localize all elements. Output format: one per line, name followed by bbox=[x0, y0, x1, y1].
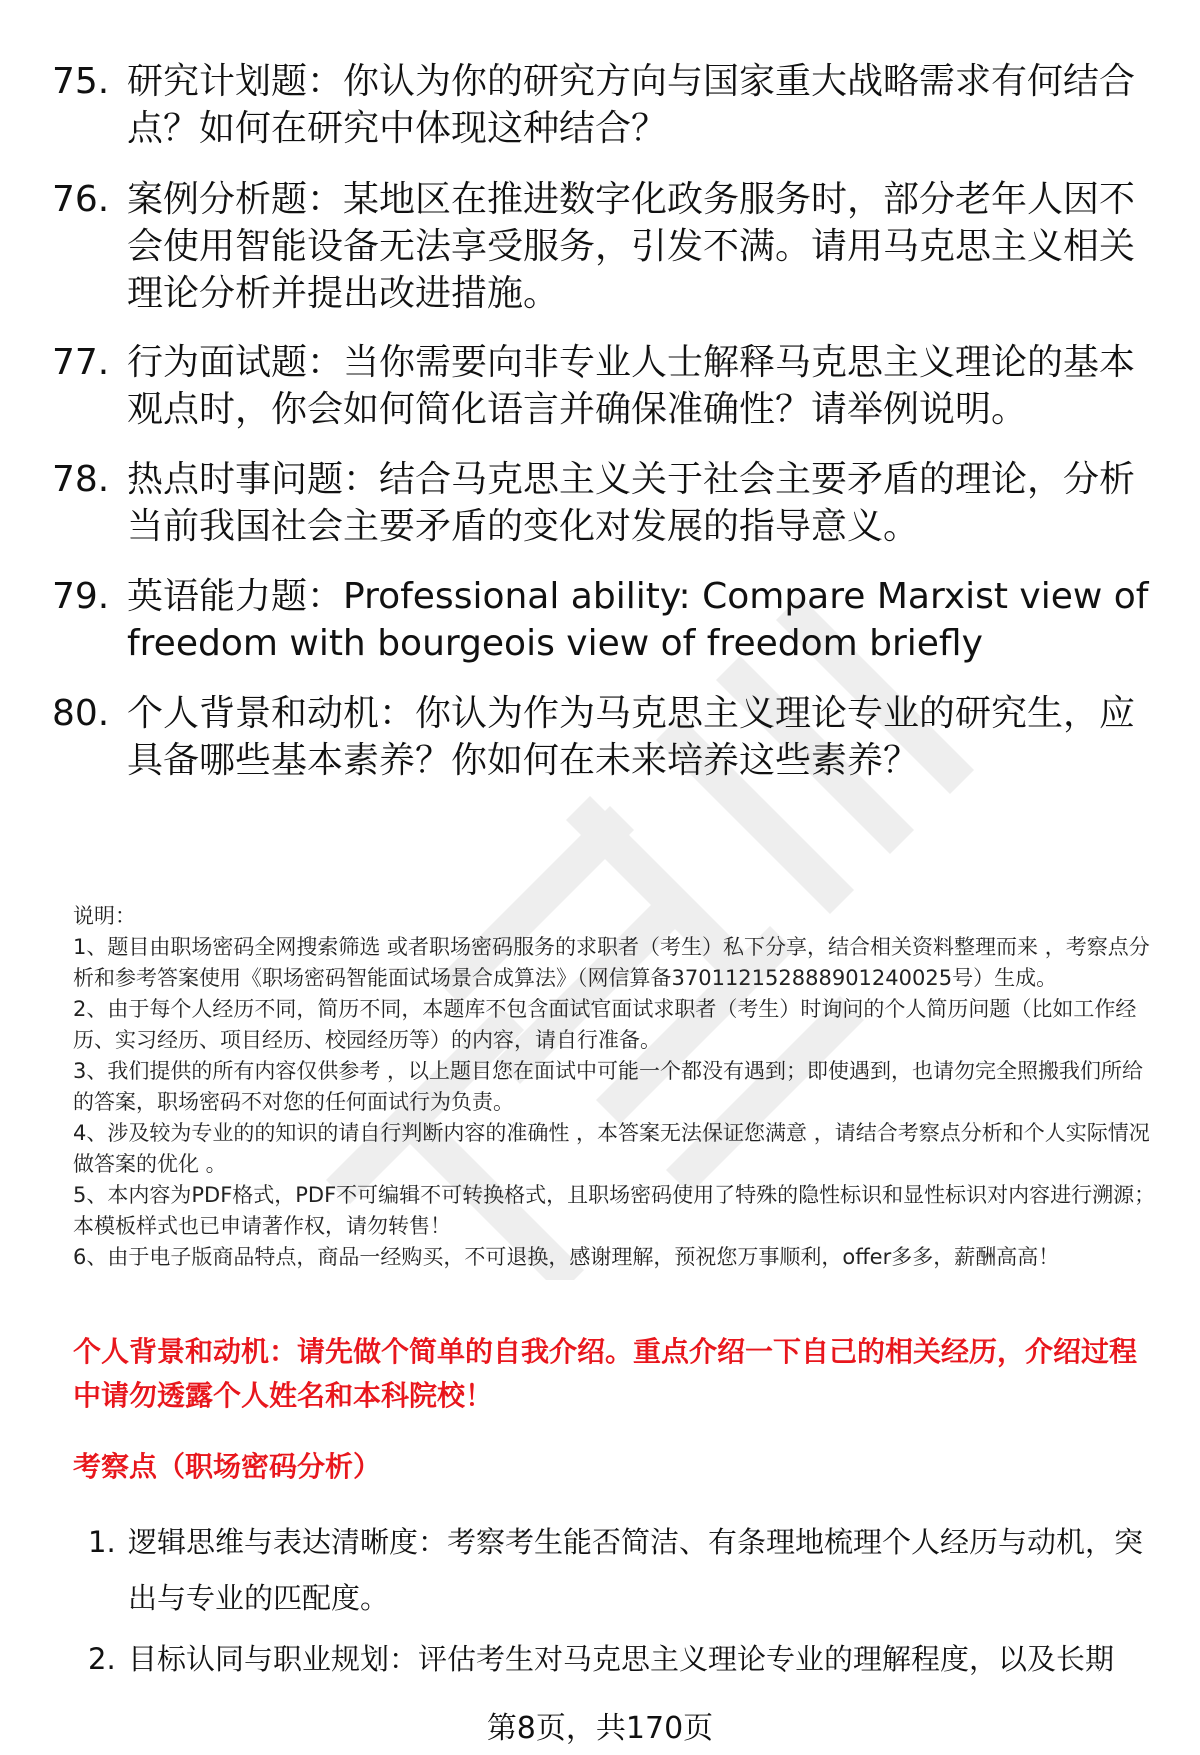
question-number: 75. bbox=[52, 61, 110, 102]
analysis-point bbox=[88, 1514, 1168, 1626]
question-76 bbox=[52, 176, 1152, 317]
question-text: 热点时事问题：结合马克思主义关于社会主要矛盾的理论，分析当前我国社会主要矛盾的变化对发展的指导意义。 bbox=[127, 459, 1136, 547]
note-item: 1、题目由职场密码全网搜索筛选 或者职场密码服务的求职者（考生）私下分享，结合相关资料整理而来 ，考察点分析和参考答案使用《职场密码智能面试场景合成算法》（网信算备370112152888901240025号）生成。 bbox=[73, 935, 1150, 990]
note-item: 4、涉及较为专业的的知识的请自行判断内容的准确性 ，本答案无法保证您满意 ，请结合考察点分析和个人实际情况做答案的优化 。 bbox=[73, 1121, 1150, 1176]
page-footer: 第8页，共170页 bbox=[486, 1711, 714, 1746]
question-text: 案例分析题：某地区在推进数字化政务服务时，部分老年人因不会使用智能设备无法享受服务，引发不满。请用马克思主义相关理论分析并提出改进措施。 bbox=[127, 179, 1136, 314]
note-item: 5、本内容为PDF格式，PDF不可编辑不可转换格式，且职场密码使用了特殊的隐性标识和显性标识对内容进行溯源；本模板样式也已申请著作权，请勿转售！ bbox=[73, 1183, 1156, 1238]
question-77 bbox=[52, 339, 1152, 433]
analysis-point-text: 目标认同与职业规划：评估考生对马克思主义理论专业的理解程度，以及长期 bbox=[128, 1642, 1115, 1676]
question-79 bbox=[52, 573, 1152, 667]
question-number: 76. bbox=[52, 179, 110, 220]
question-number: 77. bbox=[52, 342, 110, 383]
question-75 bbox=[52, 58, 1152, 152]
question-text: 行为面试题：当你需要向非专业人士解释马克思主义理论的基本观点时，你会如何简化语言并确保准确性？请举例说明。 bbox=[127, 342, 1136, 430]
note-item: 2、由于每个人经历不同，简历不同，本题库不包含面试官面试求职者（考生）时询问的个人简历问题（比如工作经历、实习经历、项目经历、校园经历等）的内容，请自行准备。 bbox=[73, 997, 1137, 1052]
question-number: 79. bbox=[52, 576, 110, 617]
analysis-point bbox=[88, 1631, 1168, 1687]
notes-section bbox=[73, 901, 1163, 1273]
question-78 bbox=[52, 456, 1152, 550]
question-text: 研究计划题：你认为你的研究方向与国家重大战略需求有何结合点？如何在研究中体现这种结合？ bbox=[127, 61, 1136, 149]
analysis-point-number: 2. bbox=[88, 1642, 116, 1676]
question-80 bbox=[52, 690, 1152, 784]
analysis-point-number: 1. bbox=[88, 1525, 116, 1559]
analysis-heading: 考察点（职场密码分析） bbox=[73, 1450, 382, 1483]
note-item: 3、我们提供的所有内容仅供参考 ，以上题目您在面试中可能一个都没有遇到；即使遇到，也请勿完全照搬我们所给的答案，职场密码不对您的任何面试行为负责。 bbox=[73, 1059, 1144, 1114]
question-text: 英语能力题：Professional ability: Compare Marxist view of freedom with bourgeois view of freedom briefly bbox=[127, 576, 1149, 664]
analysis-point-text: 逻辑思维与表达清晰度：考察考生能否简洁、有条理地梳理个人经历与动机，突出与专业的匹配度。 bbox=[128, 1525, 1144, 1615]
question-number: 80. bbox=[52, 693, 110, 734]
note-item: 6、由于电子版商品特点，商品一经购买，不可退换，感谢理解，预祝您万事顺利，offer多多，薪酬高高！ bbox=[73, 1245, 1060, 1269]
highlight-question: 个人背景和动机：请先做个简单的自我介绍。重点介绍一下自己的相关经历，介绍过程中请勿透露个人姓名和本科院校！ bbox=[73, 1335, 1138, 1412]
notes-heading: 说明： bbox=[73, 904, 136, 928]
question-number: 78. bbox=[52, 459, 110, 500]
question-text: 个人背景和动机：你认为作为马克思主义理论专业的研究生，应具备哪些基本素养？你如何在未来培养这些素养？ bbox=[127, 693, 1136, 781]
